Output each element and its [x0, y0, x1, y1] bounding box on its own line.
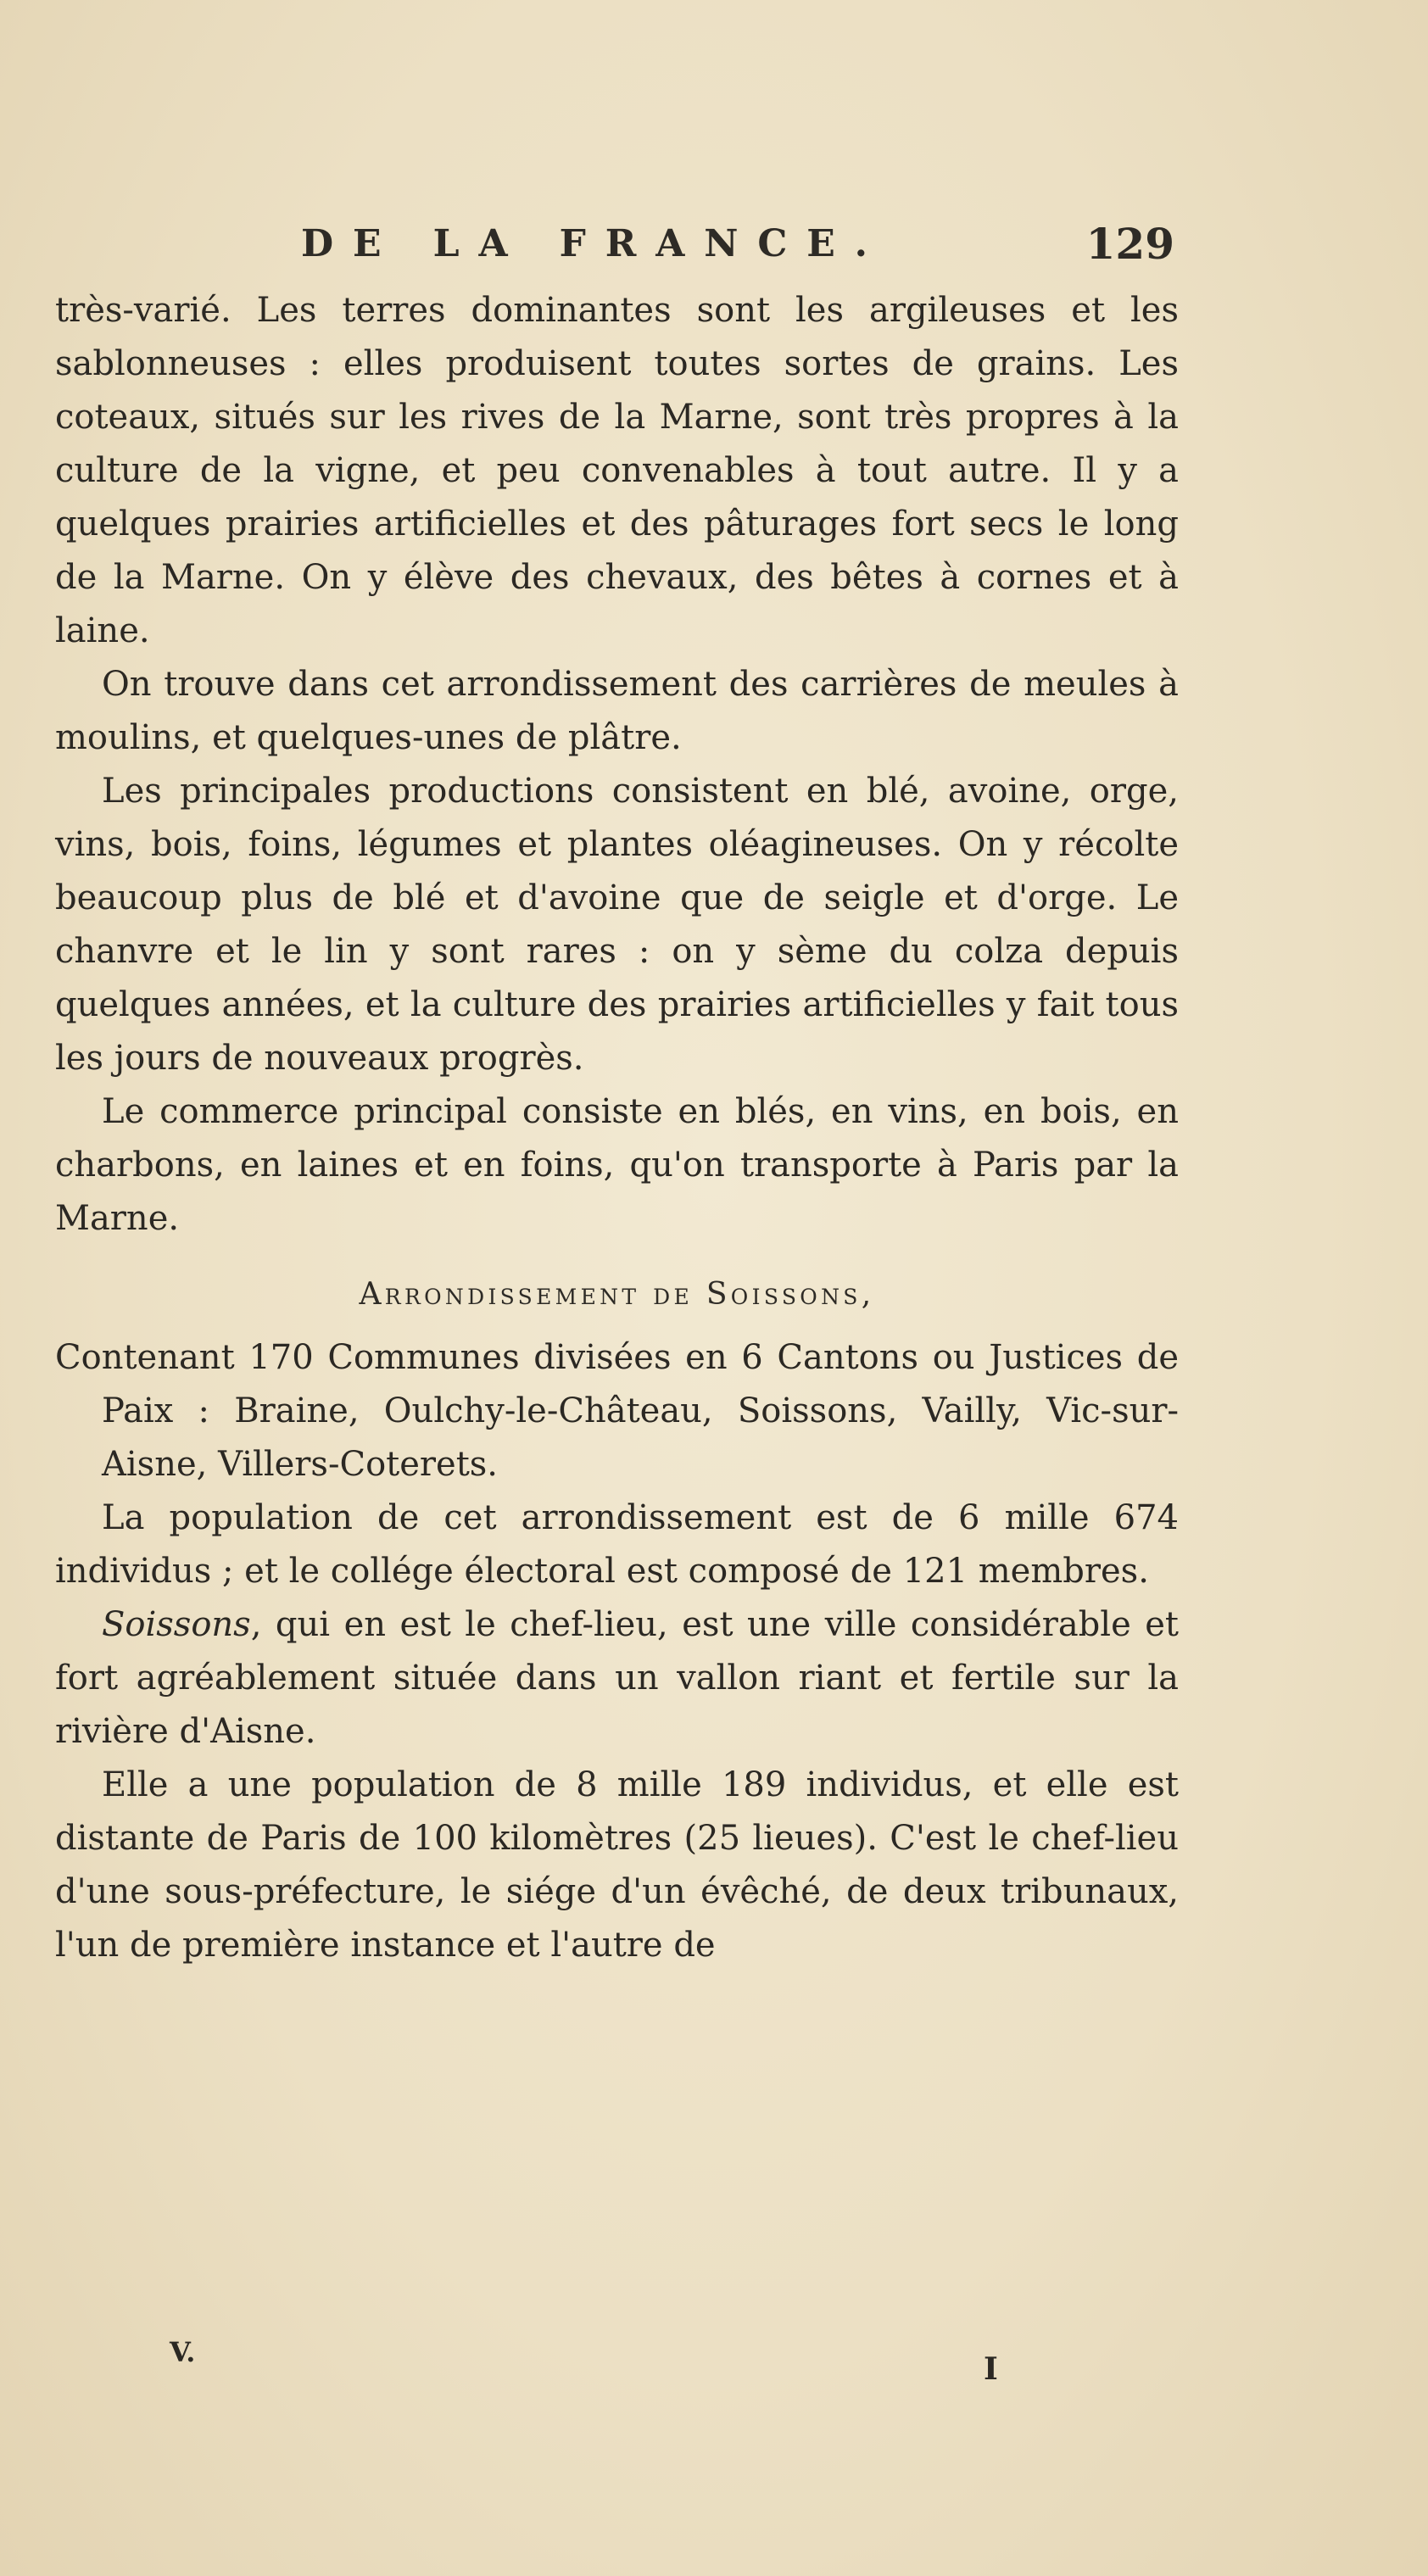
paragraph-4: Le commerce principal consiste en blés, en vins, en bois, en charbons, en laines et en foins, qu'on transporte à Paris par la Marne. — [55, 1092, 1179, 1238]
paragraph-3: Les principales productions consistent en blé, avoine, orge, vins, bois, foins, légumes et plantes oléagineuses. On y récolte beaucoup plus de blé et d'avoine que de seigle et d'orge. Le chanvre et le lin y sont rares : on y sème du colza depuis quelques années, et la culture des prairies artificielles y fait tous les jours de nouveaux progrès. — [55, 772, 1179, 1078]
section-heading: Arrondissement de Soissons, — [359, 1277, 875, 1312]
place-name-soissons: Soissons — [102, 1605, 251, 1644]
paragraph-1: très-varié. Les terres dominantes sont les argileuses et les sablonneuses : elles produisent toutes sortes de grains. Les coteaux, situés sur les rives de la Marne, sont très propres à la culture de la vigne, et peu convenables à tout autre. Il y a quelques prairies artificielles et des pâturages fort secs le long de la Marne. On y élève des chevaux, des bêtes à cornes et à laine. — [55, 291, 1179, 650]
paragraph-6-text: , qui en est le chef-lieu, est une ville considérable et fort agréablement située dans un vallon riant et fertile sur la rivière d'Aisne. — [55, 1605, 1179, 1751]
paragraph-7: Elle a une population de 8 mille 189 individus, et elle est distante de Paris de 100 kilomètres (25 lieues). C'est le chef-lieu d'une sous-préfecture, le siége d'un évêché, de deux tribunaux, l'un de première instance et l'autre de — [55, 1765, 1179, 1965]
body-text — [55, 284, 1179, 1972]
paragraph-6 — [55, 1598, 1179, 1759]
sheet-signature: I — [984, 2351, 998, 2387]
paragraph-5: La population de cet arrondissement est de 6 mille 674 individus ; et le collége électoral est composé de 121 membres. — [55, 1498, 1179, 1591]
volume-signature: V. — [170, 2336, 196, 2368]
page-footer — [170, 2336, 1018, 2387]
page-number: 129 — [1085, 219, 1174, 269]
page-header — [301, 212, 1174, 280]
section-contents: Contenant 170 Communes divisées en 6 Cantons ou Justices de Paix : Braine, Oulchy-le-Château, Soissons, Vailly, Vic-sur-Aisne, Villers-Coterets. — [55, 1338, 1179, 1484]
running-head: DE LA FRANCE. — [301, 222, 887, 265]
paragraph-2: On trouve dans cet arrondissement des carrières de meules à moulins, et quelques-unes de plâtre. — [55, 665, 1179, 757]
